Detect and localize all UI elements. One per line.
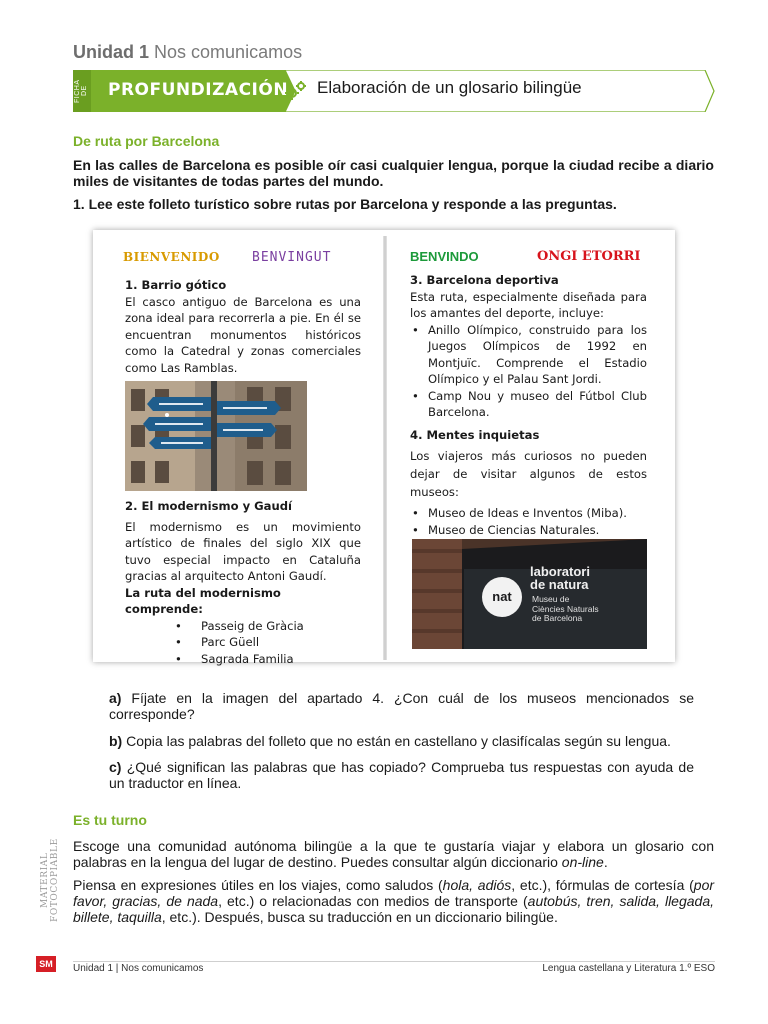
footer-divider [73,961,715,962]
list-item: • Anillo Olímpico, construido para los Juegos Olímpicos de 1992 en Montjuïc. Comprende el Estadio Olímpico y el Palau Sant Jordi. [410,322,647,388]
text-run-italic: hola, adiós [442,877,512,893]
ficha-label: FICHA DE [74,79,88,103]
text-run: , etc.) o relacionadas con medios de transporte ( [218,893,528,909]
section-text-modernismo: El modernismo es un movimiento artístico de finales del siglo XIX que tuvo especial impacto en Cataluña gracias al arquitecto Antoni Gaudí. [125,519,361,583]
museum-sign-line: Ciències Naturals [532,603,599,614]
museum-sign-subtitle [532,595,599,624]
footer-unit: Unidad 1 | Nos comunicamos [73,963,204,974]
section-title-modernismo: 2. El modernismo y Gaudí [125,499,293,513]
question-label: b) [109,733,123,749]
unit-number: Unidad 1 [73,42,150,62]
question-c [109,759,694,791]
text-run-italic: on-line [561,854,604,870]
left-column-top [125,277,361,376]
greeting-ongi-etorri: ONGI ETORRI [537,249,641,264]
greeting-benvingut: BENVINGUT [252,250,332,265]
text-run-italic: autobús, tren, salida, llegada, billete, taquilla [73,893,714,925]
list-item: • Passeig de Gràcia [125,618,361,635]
modernismo-list [125,618,361,668]
text-run-italic: por favor, gracias, de nada [73,877,715,909]
question-text: ¿Qué significan las palabras que has copiado? Comprueba tus respuestas con ayuda de un traductor en línea. [109,759,694,791]
section-text-mentes: Los viajeros más curiosos no pueden dejar de visitar algunos de estos museos: [410,449,647,499]
brochure-fold [383,236,387,660]
banner-label: PROFUNDIZACIÓN [108,80,289,100]
text-run: Escoge una comunidad autónoma bilingüe a la que te gustaría viajar y elabora un glosario con palabras en la lengua del lugar de destino. Puedes consultar algún diccionario [73,838,714,870]
text-run: , etc.). Después, busca su traducción en un diccionario bilingüe. [161,909,558,925]
intro-paragraph: En las calles de Barcelona es posible oír casi cualquier lengua, porque la ciudad recibe a diario miles de visitantes de todas partes del mundo. [73,157,714,189]
museum-sign-line: de natura [530,577,589,592]
turn-paragraph-2 [73,877,714,925]
section-title-deportiva: 3. Barcelona deportiva [410,273,559,287]
photocopiable-note: MATERIAL FOTOCOPIABLE [40,838,60,922]
modernismo-list-intro: La ruta del modernismo comprende: [125,585,281,616]
unit-name: Nos comunicamos [154,42,303,62]
question-a [109,690,694,722]
list-item: • Camp Nou y museo del Fútbol Club Barcelona. [410,388,647,421]
museum-photo [412,539,647,649]
list-item: • Parc Güell [125,634,361,651]
street-signs-photo [125,381,307,491]
footer-subject: Lengua castellana y Literatura 1.º ESO [542,963,715,974]
left-column-bottom [125,498,361,667]
museum-sign-line: laboratori [530,564,590,579]
instruction-1: 1. Lee este folleto turístico sobre rutas por Barcelona y responde a las preguntas. [73,196,617,212]
text-run: , etc.), fórmulas de cortesía ( [511,877,694,893]
section-title-mentes: 4. Mentes inquietas [410,427,540,442]
list-item: • Museo de Ciencias Naturales. [410,522,647,539]
turn-paragraph-1 [73,838,714,870]
museum-sign-title [530,565,590,591]
gears-icon [283,80,307,102]
question-label: a) [109,690,122,706]
text-run: . [603,854,608,870]
banner-title: Elaboración de un glosario bilingüe [317,78,582,97]
deportiva-list [410,322,647,421]
unit-title [73,42,302,63]
section-text-deportiva: Esta ruta, especialmente diseñada para los amantes del deporte, incluye: [410,289,647,320]
greeting-benvindo: BENVINDO [410,249,479,264]
section-heading-route: De ruta por Barcelona [73,133,220,149]
museum-sign-line: de Barcelona [532,613,583,623]
question-label: c) [109,759,122,775]
question-text: Copia las palabras del folleto que no están en castellano y clasifícalas según su lengua. [126,733,671,749]
museum-sign-logo: nat [492,589,512,604]
publisher-logo: SM [36,956,56,972]
greeting-bienvenido: BIENVENIDO [123,250,220,264]
section-heading-turn: Es tu turno [73,812,147,828]
list-item: • Sagrada Familia [125,651,361,668]
question-text: Fíjate en la imagen del apartado 4. ¿Con cuál de los museos mencionados se corresponde? [109,690,695,722]
right-column [410,272,647,555]
text-run: Piensa en expresiones útiles en los viajes, como saludos ( [73,877,443,893]
museum-sign-line: Museu de [532,594,570,604]
question-b [109,733,694,749]
list-item: • Museo de Ideas e Inventos (Miba). [410,505,647,522]
section-title-barrio-gotico: 1. Barrio gótico [125,278,227,292]
section-text-barrio-gotico: El casco antiguo de Barcelona es una zona ideal para recorrerla a pie. En él se encuentran monumentos históricos como la Catedral y zonas comerciales como Las Ramblas. [125,294,361,375]
